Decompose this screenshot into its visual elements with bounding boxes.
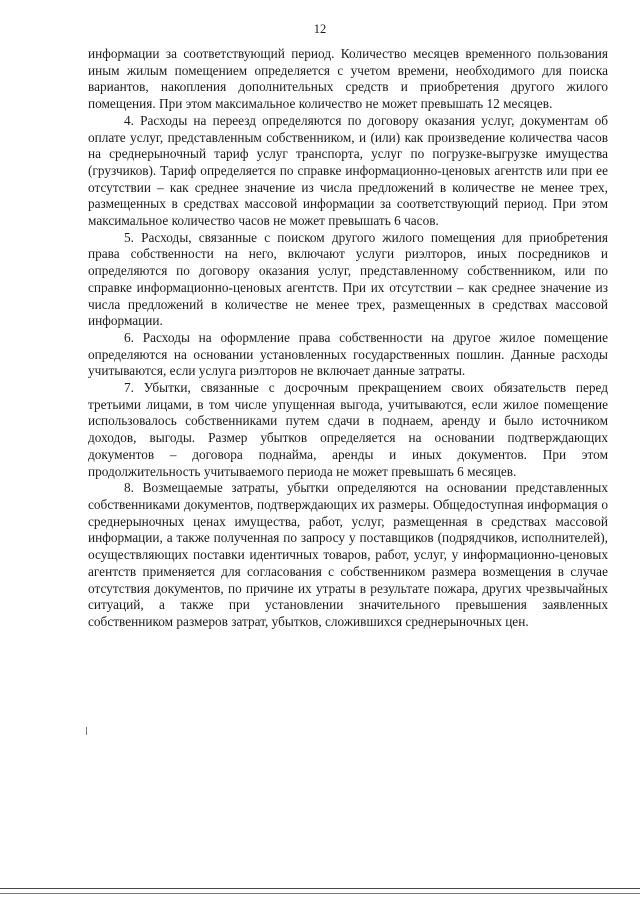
paragraph-item-4: 4. Расходы на переезд определяются по договору оказания услуг, документам об оплате услуг, представленным собственником, и (или) как произведение количества часов на среднерыночный тариф услуг транспорта, услуг по погрузке-выгрузке имущества (грузчиков). Тариф определяется по справке информационно-ценовых агентств или при ее отсутствии – как среднее значение из числа предложений в количестве не менее трех, размещенных в средствах массовой информации за соответствующий период. При этом максимальное количество часов не может превышать 6 часов. (88, 112, 608, 229)
paragraph-item-8: 8. Возмещаемые затраты, убытки определяются на основании представленных собственниками документов, подтверждающих их размеры. Общедоступная информация о среднерыночных ценах имущества, работ, услуг, размещенная в средствах массовой информации, а также полученная по запросу у поставщиков (подрядчиков, исполнителей), осуществляющих поставки идентичных товаров, работ, услуг, у информационно-ценовых агентств применяется для согласования с собственником размера возмещения в случае отсутствия документов, по причине их утраты в результате пожара, других чрезвычайных ситуаций, а также при установлении значительного превышения заявленных собственником размеров затрат, убытков, сложившихся среднерыночных цен. (88, 480, 608, 629)
page-bottom-rule (0, 888, 640, 889)
paragraph-item-7: 7. Убытки, связанные с досрочным прекращением своих обязательств перед третьими лицами, в том числе упущенная выгода, учитываются, если жилое помещение использовалось собственниками путем сдачи в поднаем, аренду и было источником доходов, выгоды. Размер убытков определяется на основании подтверждающих документов – договора поднайма, аренды и иных документов. При этом продолжительность учитываемого периода не может превышать 6 месяцев. (88, 380, 608, 479)
page-bottom-rule-secondary (0, 893, 640, 894)
document-body (88, 46, 608, 631)
paragraph-continuation: информации за соответствующий период. Количество месяцев временного пользования иным жилым помещением определяется с учетом времени, необходимого для поиска вариантов, накопления дополнительных средств и приобретения другого жилого помещения. При этом максимальное количество не может превышать 12 месяцев. (88, 46, 608, 112)
page-number: 12 (313, 22, 327, 36)
paragraph-item-6: 6. Расходы на оформление права собственности на другое жилое помещение определяются на основании установленных государственных пошлин. Данные расходы учитываются, если услуга риэлторов не включает данные затраты. (88, 329, 608, 379)
scan-mark (86, 727, 87, 735)
paragraph-item-5: 5. Расходы, связанные с поиском другого жилого помещения для приобретения права собственности на него, включают услуги риэлторов, иных посредников и определяются по договору оказания услуг, представленному собственником, или по справке информационно-ценовых агентств. При их отсутствии – как среднее значение из числа предложений в количестве не менее трех, размещенных в средствах массовой информации. (88, 229, 608, 329)
